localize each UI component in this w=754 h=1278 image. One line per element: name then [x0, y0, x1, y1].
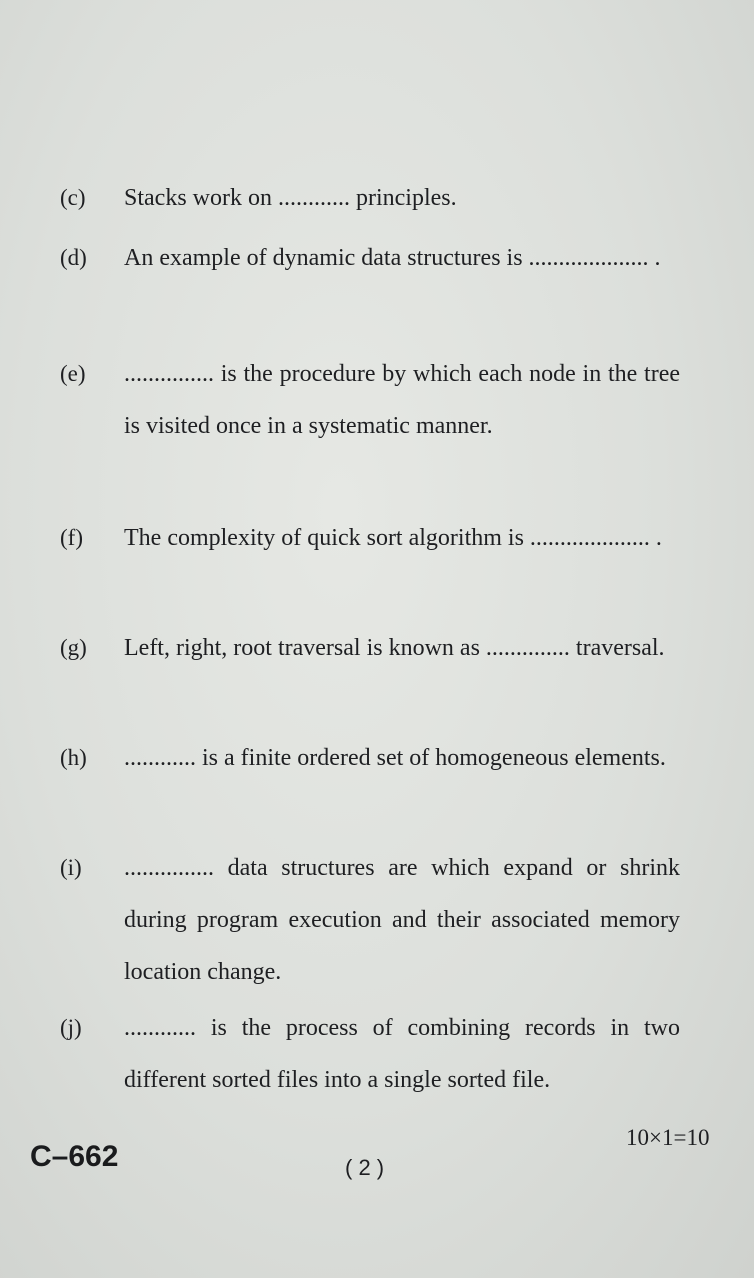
- question-label: (h): [60, 745, 87, 770]
- question-g: [60, 622, 680, 674]
- question-h: [60, 732, 680, 784]
- page-number: ( 2 ): [345, 1155, 385, 1180]
- question-j: [60, 1002, 680, 1106]
- question-label: (i): [60, 855, 82, 880]
- question-label: (c): [60, 185, 86, 210]
- question-c: [60, 172, 680, 224]
- question-text: An example of dynamic data structures is .................... .: [124, 245, 661, 271]
- question-label: (g): [60, 635, 87, 660]
- question-text: Stacks work on ............ principles.: [124, 185, 457, 211]
- question-label: (f): [60, 525, 83, 550]
- question-text: ............... is the procedure by which each node in the tree is visited once in a systematic manner.: [124, 361, 680, 439]
- question-e: [60, 348, 680, 452]
- question-text: ............... data structures are which expand or shrink during program execution and their associated memory location change.: [124, 855, 680, 985]
- question-d: [60, 232, 680, 284]
- marks-total: 10×1=10: [626, 1125, 710, 1150]
- question-f: [60, 512, 680, 564]
- question-text: The complexity of quick sort algorithm is .................... .: [124, 525, 662, 551]
- paper-code: C–662: [30, 1140, 119, 1173]
- question-text: Left, right, root traversal is known as .............. traversal.: [124, 635, 665, 661]
- question-label: (j): [60, 1015, 82, 1040]
- question-label: (d): [60, 245, 87, 270]
- question-text: ............ is a finite ordered set of homogeneous elements.: [124, 745, 666, 771]
- question-i: [60, 842, 680, 998]
- question-label: (e): [60, 361, 86, 386]
- question-text: ............ is the process of combining records in two different sorted files into a single sorted file.: [124, 1015, 680, 1093]
